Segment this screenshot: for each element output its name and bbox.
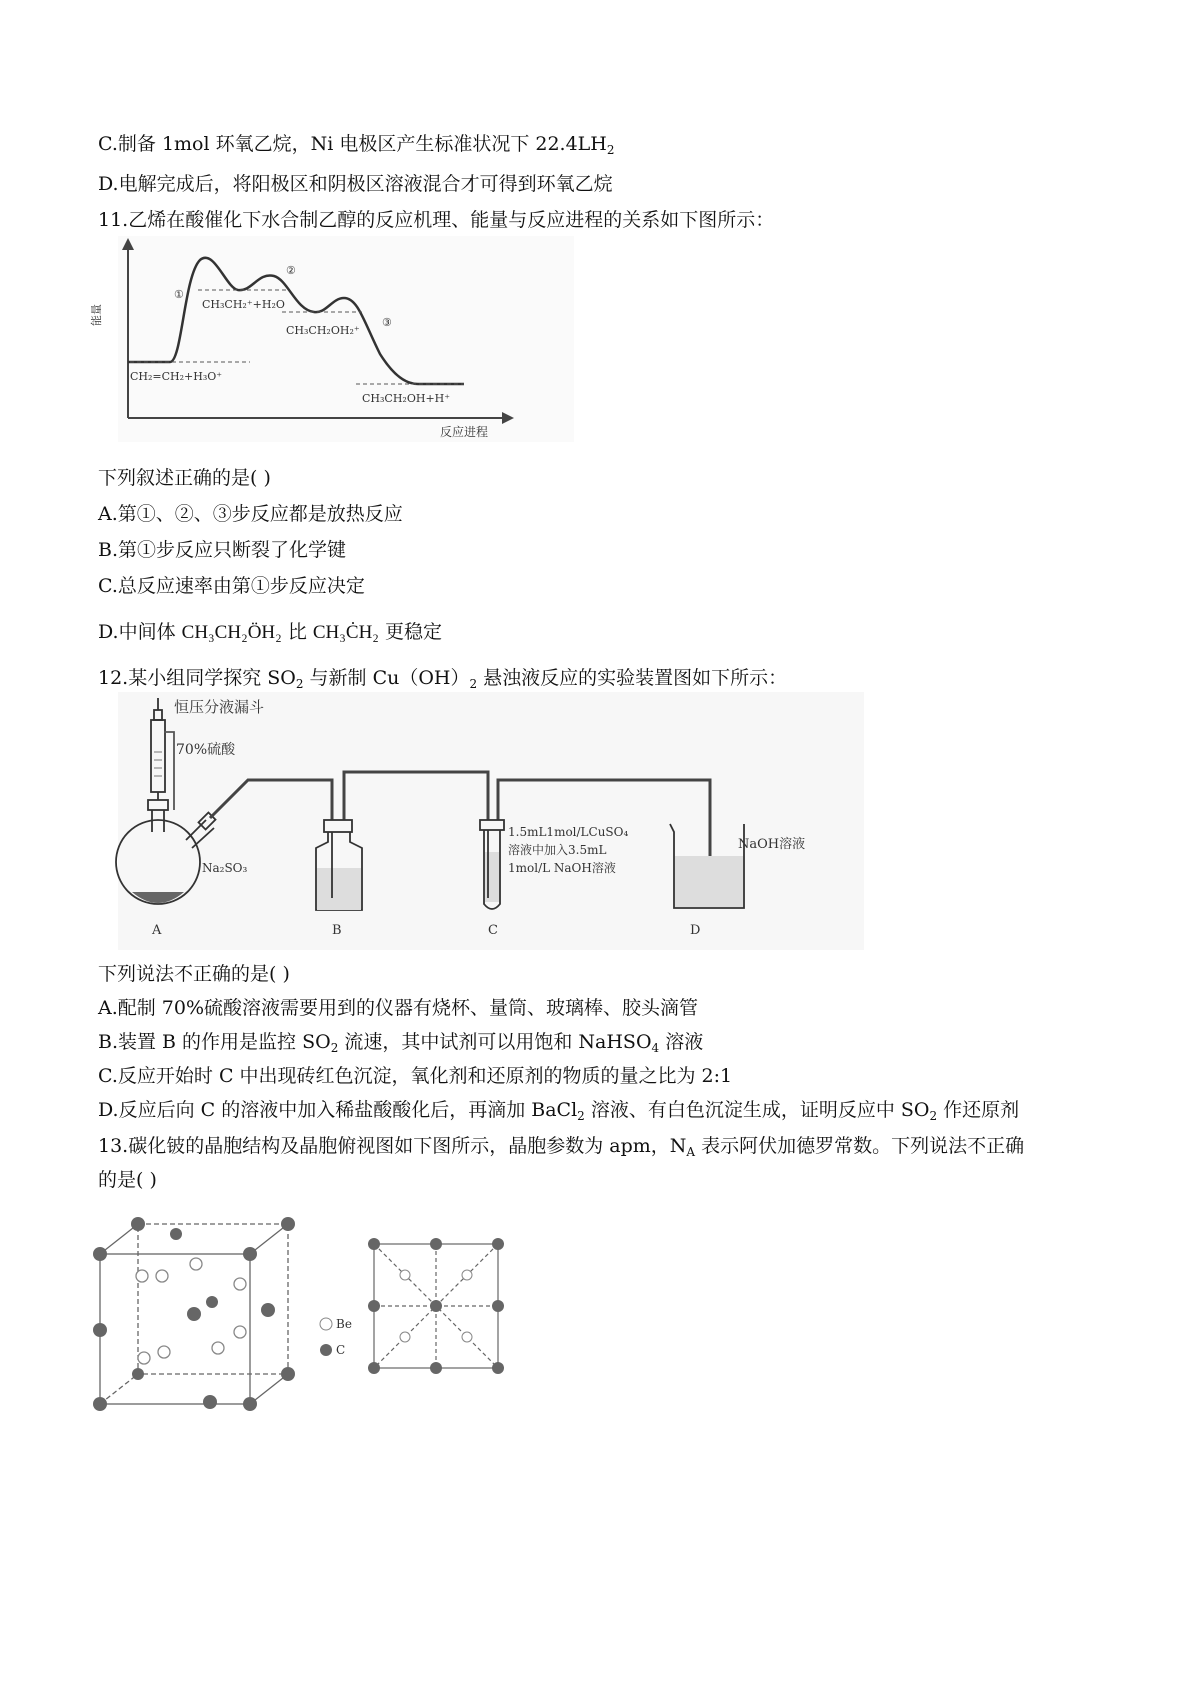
- c-label-2: 溶液中加入3.5mL: [508, 843, 607, 857]
- legend-c: C: [336, 1343, 346, 1357]
- apparatus-figure: [118, 692, 864, 950]
- step-2-label: ②: [286, 264, 296, 277]
- legend: [320, 1317, 352, 1357]
- letter-c: C: [488, 923, 498, 938]
- d-label: NaOH溶液: [738, 837, 806, 852]
- q12-stem: 下列说法不正确的是( ): [98, 963, 290, 985]
- q11-option-c: C.总反应速率由第①步反应决定: [98, 575, 365, 597]
- intermediate-1-label: CH₃CH₂⁺+H₂O: [202, 298, 285, 311]
- q11-stem: 下列叙述正确的是( ): [98, 467, 271, 489]
- option-c-prev: C.制备 1mol 环氧乙烷，Ni 电极区产生标准状况下 $22.4LH_2$: [98, 133, 615, 157]
- crystal-cell-figure: [90, 1214, 312, 1424]
- energy-profile-figure: [90, 236, 574, 442]
- reactants-label: CH₂=CH₂+H₃O⁺: [130, 370, 223, 383]
- y-axis-label: 能量: [90, 304, 103, 326]
- q11-option-a: A.第①、②、③步反应都是放热反应: [98, 503, 403, 525]
- c-label-3: 1mol/L NaOH溶液: [508, 861, 616, 875]
- funnel-label: 恒压分液漏斗: [174, 698, 265, 716]
- question-12: 12.某小组同学探究 $SO_2$ 与新制 $Cu(OH)_2$ 悬浊液反应的实验装置图如下所示：: [98, 667, 788, 691]
- intermediate-2-label: CH₃CH₂OH₂⁺: [286, 324, 360, 337]
- letter-a: A: [152, 923, 162, 938]
- products-label: CH₃CH₂OH+H⁺: [362, 392, 451, 405]
- q12-option-c: C.反应开始时 C 中出现砖红色沉淀，氧化剂和还原剂的物质的量之比为 2:1: [98, 1065, 733, 1087]
- q12-option-a: A.配制 70%硫酸溶液需要用到的仪器有烧杯、量筒、玻璃棒、胶头滴管: [98, 997, 699, 1019]
- q12-option-b: B.装置 B 的作用是监控 $SO_2$ 流速，其中试剂可以用饱和 NaHSO$_4$ 溶液: [98, 1031, 704, 1055]
- option-d-prev: D.电解完成后，将阳极区和阴极区溶液混合才可得到环氧乙烷: [98, 173, 613, 195]
- question-13-cont: 的是( ): [98, 1169, 157, 1191]
- solid-label: Na₂SO₃: [202, 861, 248, 875]
- carbon-atoms: [93, 1217, 295, 1411]
- x-axis-label: 反应进程: [440, 425, 489, 439]
- q11-option-b: B.第①步反应只断裂了化学键: [98, 539, 347, 561]
- step-3-label: ③: [382, 316, 392, 329]
- crystal-top-view-figure: [314, 1230, 514, 1418]
- q12-option-d: D.反应后向 C 的溶液中加入稀盐酸酸化后，再滴加 BaCl$_2$ 溶液、有白色沉淀生成，证明反应中 $SO_2$ 作还原剂: [98, 1099, 1020, 1123]
- question-13: 13.碳化铍的晶胞结构及晶胞俯视图如下图所示，晶胞参数为 apm，$N_A$ 表示阿伏加德罗常数。下列说法不正确: [98, 1135, 1025, 1159]
- legend-be: Be: [336, 1317, 352, 1331]
- c-label-1: 1.5mL1mol/LCuSO₄: [508, 825, 629, 839]
- question-11: 11.乙烯在酸催化下水合制乙醇的反应机理、能量与反应进程的关系如下图所示：: [98, 209, 775, 231]
- acid-label: 70%硫酸: [176, 742, 236, 758]
- letter-d: D: [690, 923, 701, 938]
- letter-b: B: [332, 923, 342, 938]
- step-1-label: ①: [174, 288, 184, 301]
- q11-option-d: D.中间体 CH₃CH₂ÖH₂ 比 CH₃ĊH₂ 更稳定: [98, 621, 442, 643]
